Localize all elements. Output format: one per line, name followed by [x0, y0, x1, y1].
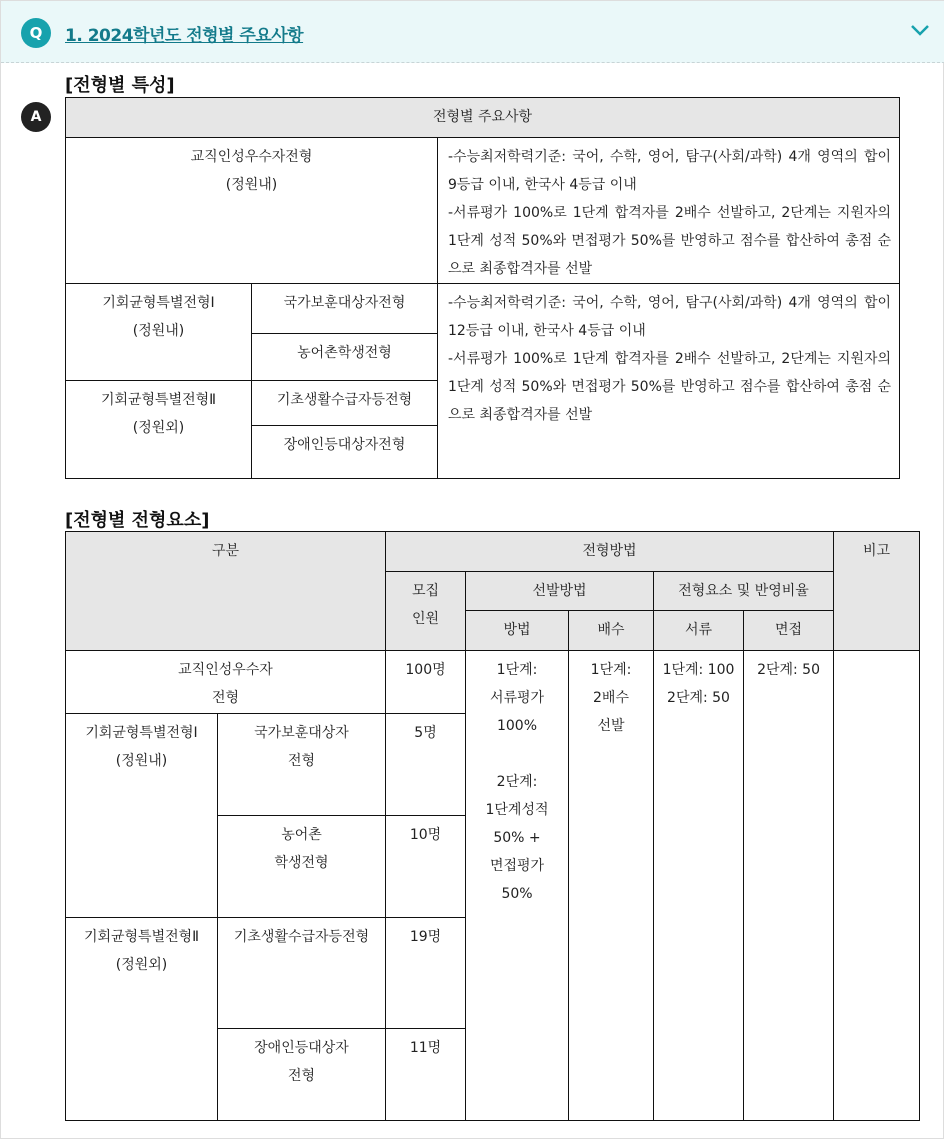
quota: 10명 — [386, 816, 466, 918]
header-method: 전형방법 — [386, 532, 834, 572]
section-heading: [전형별 전형요소] — [65, 510, 210, 531]
track-group-name: 기회균형특별전형Ⅰ (정원내) — [66, 714, 218, 918]
track-name: 교직인성우수자전형 (정원내) — [66, 138, 438, 284]
track-group-name: 기회균형특별전형Ⅱ (정원외) — [66, 918, 218, 1121]
header-docs: 서류 — [654, 611, 744, 651]
header-category: 구분 — [66, 532, 386, 651]
track-name: 교직인성우수자 전형 — [66, 651, 386, 714]
interview-ratio: 2단계: 50 — [744, 651, 834, 1121]
track-group-name: 기회균형특별전형Ⅱ (정원외) — [66, 381, 252, 479]
track-description: -수능최저학력기준: 국어, 수학, 영어, 탐구(사회/과학) 4개 영역의 합이 12등급 이내, 한국사 4등급 이내 -서류평가 100%로 1단계 합격자를 2배수 선발하고, 2단계는 지원자의 1단계 성적 50%와 면접평가 50%를 반영하고 점수를 합산하여 총점 순으로 최종합격자를 선발 — [438, 284, 900, 479]
quota: 11명 — [386, 1029, 466, 1121]
header-selection: 선발방법 — [466, 572, 654, 611]
track-name: 국가보훈대상자전형 — [252, 284, 438, 334]
question-header[interactable] — [1, 1, 944, 63]
quota: 5명 — [386, 714, 466, 816]
question-icon: Q — [21, 18, 51, 48]
note — [834, 651, 920, 1121]
header-interview: 면접 — [744, 611, 834, 651]
track-group-name: 기회균형특별전형Ⅰ (정원내) — [66, 284, 252, 381]
selection-multiple: 1단계: 2배수 선발 — [569, 651, 654, 1121]
docs-ratio: 1단계: 100 2단계: 50 — [654, 651, 744, 1121]
characteristics-table — [65, 97, 900, 479]
track-name: 장애인등대상자전형 — [252, 426, 438, 479]
elements-table — [65, 531, 920, 1121]
question-title-link[interactable]: 1. 2024학년도 전형별 주요사항 — [65, 26, 304, 46]
header-quota: 모집 인원 — [386, 572, 466, 651]
header-note: 비고 — [834, 532, 920, 651]
header-elements: 전형요소 및 반영비율 — [654, 572, 834, 611]
track-name: 농어촌학생전형 — [252, 334, 438, 381]
quota: 100명 — [386, 651, 466, 714]
track-description: -수능최저학력기준: 국어, 수학, 영어, 탐구(사회/과학) 4개 영역의 합이 9등급 이내, 한국사 4등급 이내 -서류평가 100%로 1단계 합격자를 2배수 선발하고, 2단계는 지원자의 1단계 성적 50%와 면접평가 50%를 반영하고 점수를 합산하여 총점 순으로 최종합격자를 선발 — [438, 138, 900, 284]
track-name: 농어촌 학생전형 — [218, 816, 386, 918]
chevron-down-icon[interactable] — [909, 19, 931, 41]
selection-how: 1단계: 서류평가 100% 2단계: 1단계성적 50% + 면접평가 50% — [466, 651, 569, 1121]
table-header: 전형별 주요사항 — [66, 98, 900, 138]
quota: 19명 — [386, 918, 466, 1029]
track-name: 기초생활수급자등전형 — [252, 381, 438, 426]
answer-icon: A — [21, 102, 51, 132]
track-name: 기초생활수급자등전형 — [218, 918, 386, 1029]
track-name: 장애인등대상자 전형 — [218, 1029, 386, 1121]
header-multiple: 배수 — [569, 611, 654, 651]
header-how: 방법 — [466, 611, 569, 651]
section-heading: [전형별 특성] — [65, 75, 175, 96]
track-name: 국가보훈대상자 전형 — [218, 714, 386, 816]
